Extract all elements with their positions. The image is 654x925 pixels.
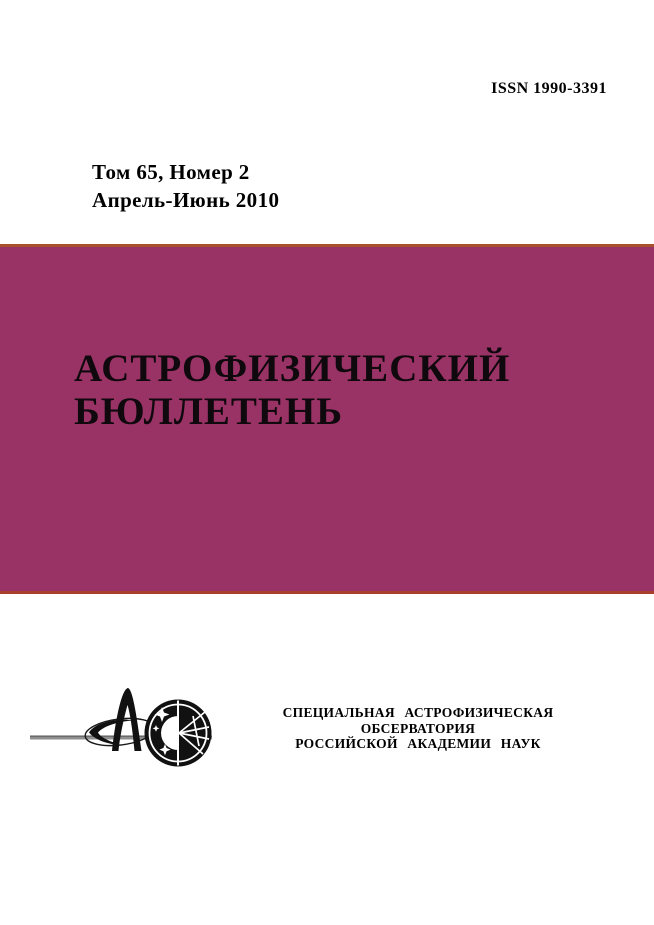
issn-number: ISSN 1990-3391 [491,80,607,97]
issue-date-line: Апрель-Июнь 2010 [92,188,280,212]
logo-crescent-c [89,720,135,746]
sao-observatory-logo-icon [28,676,218,776]
journal-title-line2: БЮЛЛЕТЕНЬ [74,390,344,433]
publisher-name-line2: РОССИЙСКОЙ АКАДЕМИИ НАУК [295,736,541,751]
volume-issue-block [92,158,279,214]
publisher-name [222,705,614,752]
title-banner [0,244,654,594]
journal-title [74,347,510,433]
volume-issue-line: Том 65, Номер 2 [92,160,250,184]
logo-emblem-circle [145,700,212,767]
journal-title-line1: АСТРОФИЗИЧЕСКИЙ [74,347,511,390]
publisher-footer [0,670,654,790]
publisher-name-line1: СПЕЦИАЛЬНАЯ АСТРОФИЗИЧЕСКАЯ ОБСЕРВАТОРИЯ [282,705,554,736]
